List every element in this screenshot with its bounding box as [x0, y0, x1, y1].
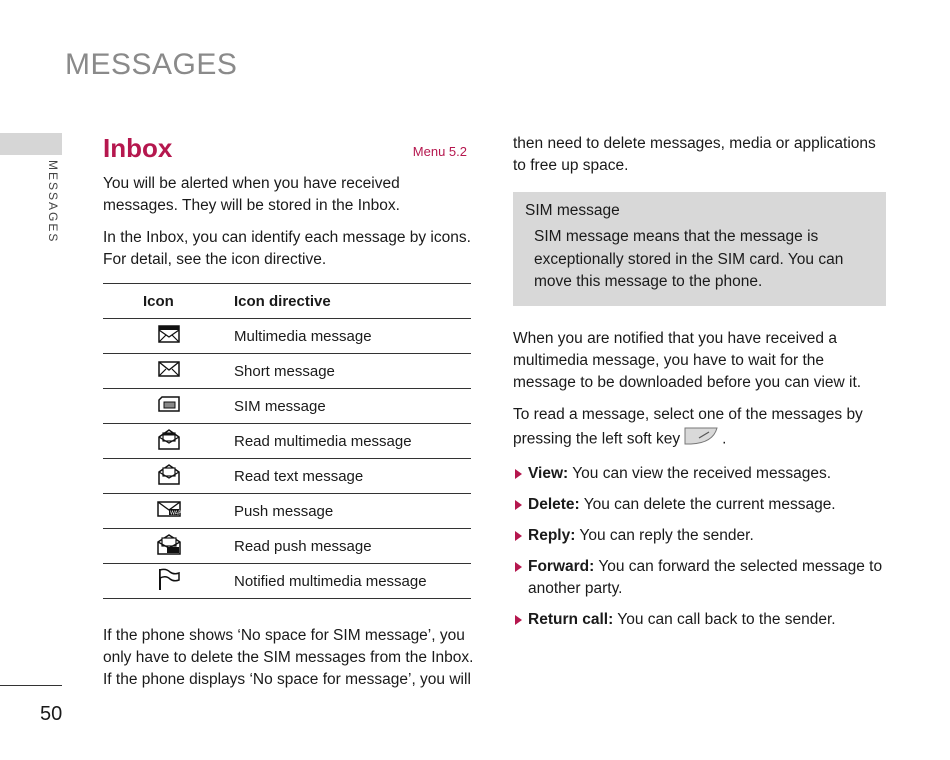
notified-paragraph: When you are notified that you have received a multimedia message, you have to wait for the message to be downloaded before you can view it.: [513, 329, 862, 391]
continued-paragraph: then need to delete messages, media or applications to free up space.: [513, 135, 876, 174]
read-text-message-icon: [158, 463, 180, 489]
left-soft-key-icon: [683, 426, 719, 453]
option-term: Forward:: [528, 557, 595, 575]
inbox-paragraph-2: In the Inbox, you can identify each message by icons. For detail, see the icon directive.: [103, 229, 471, 268]
table-row: [103, 424, 471, 459]
list-item: [513, 609, 888, 631]
table-row-label: SIM message: [234, 389, 471, 424]
table-header-icon: Icon: [103, 284, 234, 319]
read-message-text: To read a message, select one of the messages by pressing the left soft key: [513, 405, 863, 448]
notified-multimedia-message-icon: [157, 567, 181, 595]
message-options-list: [513, 463, 888, 631]
table-row-label: Read text message: [234, 459, 471, 494]
bullet-arrow-icon: [515, 500, 522, 510]
option-desc: You can forward the selected message to another party.: [528, 557, 883, 597]
short-message-icon: [158, 361, 180, 381]
page-number: 50: [40, 703, 63, 725]
table-row-label: Read multimedia message: [234, 424, 471, 459]
push-message-icon: [157, 501, 181, 521]
multimedia-message-icon: [158, 325, 180, 347]
section-title: Inbox: [103, 133, 173, 163]
table-row: [103, 319, 471, 354]
read-message-paragraph: [513, 404, 888, 453]
read-push-message-icon: [157, 533, 181, 559]
option-desc: You can delete the current message.: [583, 495, 836, 513]
side-section-label: MESSAGES: [46, 160, 60, 244]
svg-text:WAP: WAP: [169, 510, 181, 517]
read-message-end: .: [722, 430, 727, 448]
table-header-row: [103, 284, 471, 319]
side-tab-marker: [0, 133, 62, 155]
table-row: [103, 354, 471, 389]
section-heading: [103, 133, 475, 173]
table-row: [103, 389, 471, 424]
option-term: Return call:: [528, 610, 614, 628]
menu-reference: Menu 5.2: [412, 144, 467, 159]
list-item: [513, 556, 888, 600]
bullet-arrow-icon: [515, 562, 522, 572]
icon-directive-table: [103, 283, 471, 599]
sim-note-text: SIM message means that the message is exceptionally stored in the SIM card. You can move this message to the phone.: [534, 228, 844, 290]
table-row: [103, 529, 471, 564]
list-item: [513, 525, 888, 547]
table-header-directive: Icon directive: [234, 284, 471, 319]
table-row-label: Push message: [234, 494, 471, 529]
table-row-label: Read push message: [234, 529, 471, 564]
read-multimedia-message-icon: [158, 428, 180, 454]
inbox-paragraph-1: You will be alerted when you have received messages. They will be stored in the Inbox.: [103, 175, 400, 214]
inbox-paragraph-3: If the phone shows ‘No space for SIM message’, you only have to delete the SIM messages from the Inbox. If the phone displays ‘No space for message’, you will: [103, 627, 474, 688]
option-term: Delete:: [528, 495, 580, 513]
bullet-arrow-icon: [515, 531, 522, 541]
table-row: [103, 564, 471, 599]
table-row-label: Multimedia message: [234, 319, 471, 354]
side-divider: [0, 685, 62, 686]
page-header-title: MESSAGES: [65, 48, 238, 81]
left-column: [103, 133, 475, 701]
sim-note-title: SIM message: [525, 202, 620, 219]
list-item: [513, 494, 888, 516]
right-column: [513, 133, 888, 640]
option-term: Reply:: [528, 526, 576, 544]
sim-message-note-box: [513, 192, 886, 306]
option-desc: You can call back to the sender.: [617, 610, 836, 628]
table-row-label: Short message: [234, 354, 471, 389]
sim-message-icon: [158, 396, 180, 416]
table-row-label: Notified multimedia message: [234, 564, 471, 599]
bullet-arrow-icon: [515, 615, 522, 625]
option-desc: You can reply the sender.: [579, 526, 754, 544]
bullet-arrow-icon: [515, 469, 522, 479]
option-desc: You can view the received messages.: [572, 464, 832, 482]
option-term: View:: [528, 464, 569, 482]
table-row: [103, 459, 471, 494]
table-row: [103, 494, 471, 529]
list-item: [513, 463, 888, 485]
